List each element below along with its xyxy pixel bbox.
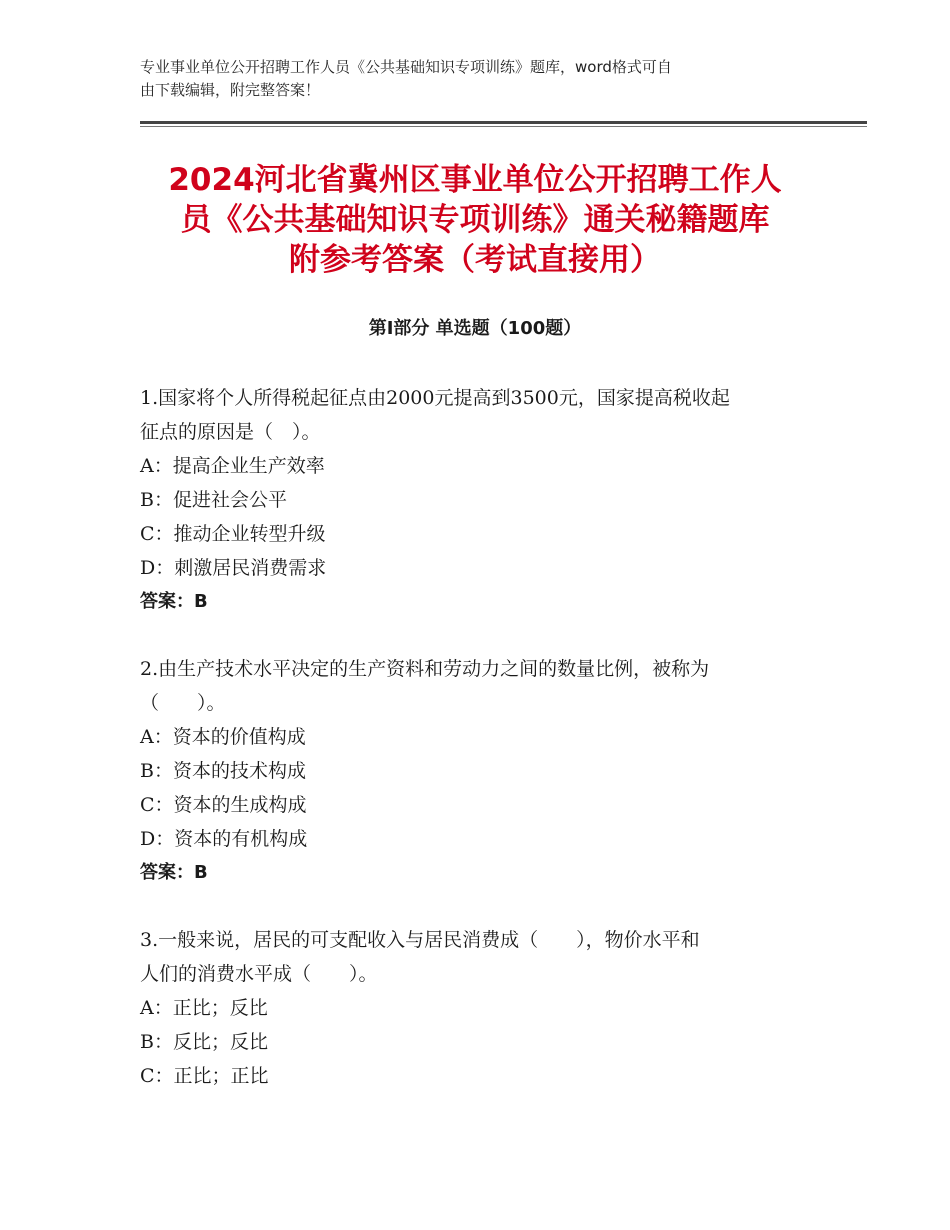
stem-line: 1.国家将个人所得税起征点由2000元提高到3500元，国家提高税收起 [140,387,730,409]
document-title [110,160,840,280]
option-b: B：促进社会公平 [140,489,287,511]
question-3 [140,923,812,1093]
header-divider-thick [140,121,867,124]
option-c: C：正比；正比 [140,1065,269,1087]
stem-line: 征点的原因是（ ）。 [140,421,321,443]
option-d: D：资本的有机构成 [140,828,308,850]
page-header [140,56,820,102]
question-stem [140,652,812,720]
option-a: A：提高企业生产效率 [140,455,325,477]
stem-line: 2.由生产技术水平决定的生产资料和劳动力之间的数量比例，被称为 [140,658,710,680]
option-b: B：资本的技术构成 [140,760,306,782]
answer: 答案：B [140,591,208,612]
title-line-3: 附参考答案（考试直接用） [289,242,661,278]
option-c: C：资本的生成构成 [140,794,307,816]
question-list [140,381,812,1126]
title-line-2: 员《公共基础知识专项训练》通关秘籍题库 [180,202,770,238]
stem-line: 人们的消费水平成（ ）。 [140,963,378,985]
option-d: D：刺激居民消费需求 [140,557,327,579]
question-2 [140,652,812,890]
option-a: A：正比；反比 [140,997,268,1019]
question-stem [140,923,812,991]
header-line-2: 由下载编辑，附完整答案！ [140,81,321,99]
header-divider-thin [140,126,867,127]
option-a: A：资本的价值构成 [140,726,306,748]
question-1 [140,381,812,619]
section-title: 第Ⅰ部分 单选题（100题） [368,318,582,339]
stem-line: （ ）。 [140,692,226,714]
option-c: C：推动企业转型升级 [140,523,326,545]
stem-line: 3.一般来说，居民的可支配收入与居民消费成（ ），物价水平和 [140,929,700,951]
answer: 答案：B [140,862,208,883]
title-line-1: 2024河北省冀州区事业单位公开招聘工作人 [168,162,782,198]
question-stem [140,381,812,449]
option-b: B：反比；反比 [140,1031,268,1053]
header-line-1: 专业事业单位公开招聘工作人员《公共基础知识专项训练》题库，word格式可自 [140,58,672,76]
